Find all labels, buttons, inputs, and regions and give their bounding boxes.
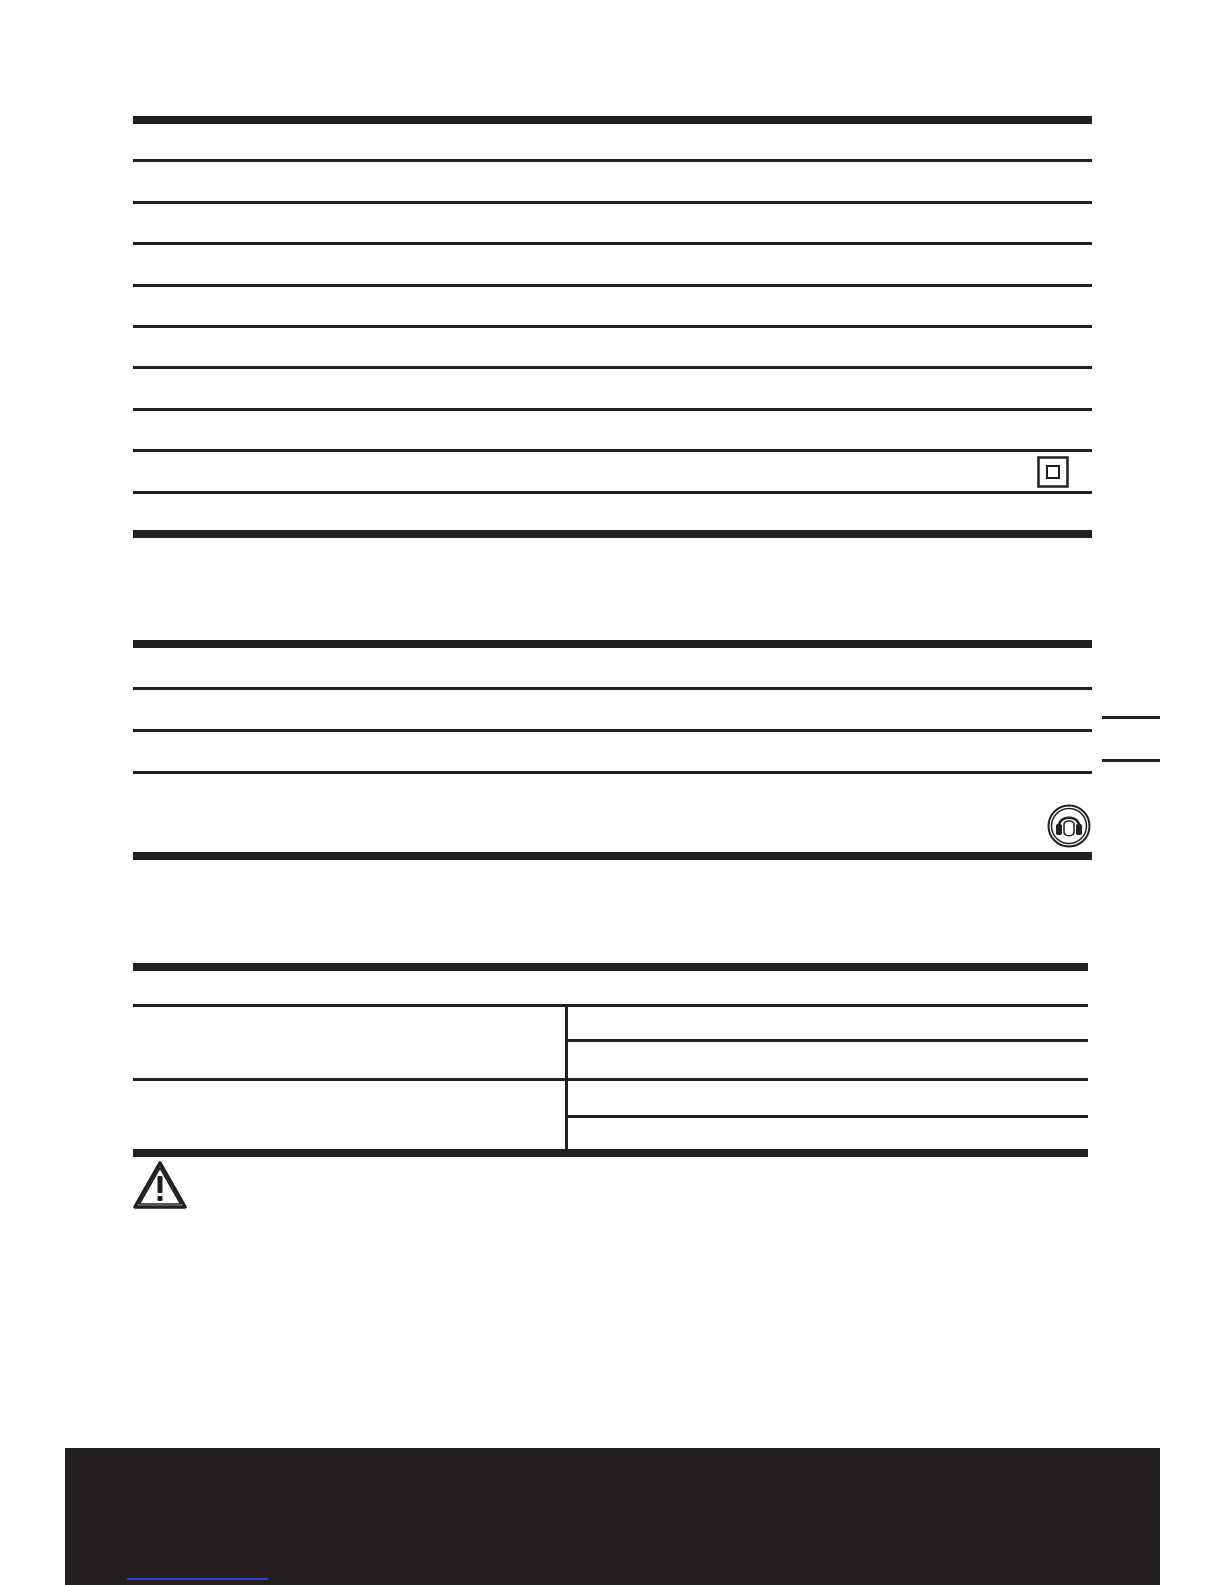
table-row-divider	[133, 201, 1092, 204]
table-row-divider	[133, 242, 1092, 245]
table-row-divider	[133, 771, 1092, 774]
table-row-divider	[133, 449, 1092, 452]
table-row-divider	[133, 729, 1092, 732]
warning-triangle-icon	[132, 1160, 188, 1211]
table-row-divider	[133, 687, 1092, 690]
table-row-divider	[133, 366, 1092, 369]
table-column-divider	[565, 1004, 568, 1151]
tab-line-top	[1102, 716, 1160, 719]
table-row-divider	[133, 408, 1092, 411]
ear-protection-icon	[1047, 804, 1091, 848]
footer-link-underline[interactable]	[127, 1578, 268, 1580]
table-bottom-rule	[133, 1149, 1088, 1157]
footer-band	[65, 1448, 1160, 1585]
table-top-rule	[133, 963, 1088, 971]
table-row-divider	[133, 325, 1092, 328]
table-bottom-rule	[133, 852, 1092, 860]
table-top-rule	[133, 640, 1092, 648]
table-top-rule	[133, 116, 1092, 124]
table-bottom-rule	[133, 530, 1092, 538]
table-row-divider	[133, 491, 1092, 494]
table-row-divider	[133, 159, 1092, 162]
table-row-divider	[133, 1004, 1088, 1007]
table-subrow-divider	[567, 1115, 1088, 1118]
tab-line-bottom	[1102, 759, 1160, 762]
table-subrow-divider	[567, 1039, 1088, 1042]
table-row-divider	[133, 284, 1092, 287]
table-row-divider	[133, 1078, 1088, 1081]
double-insulation-square-icon	[1037, 456, 1069, 488]
